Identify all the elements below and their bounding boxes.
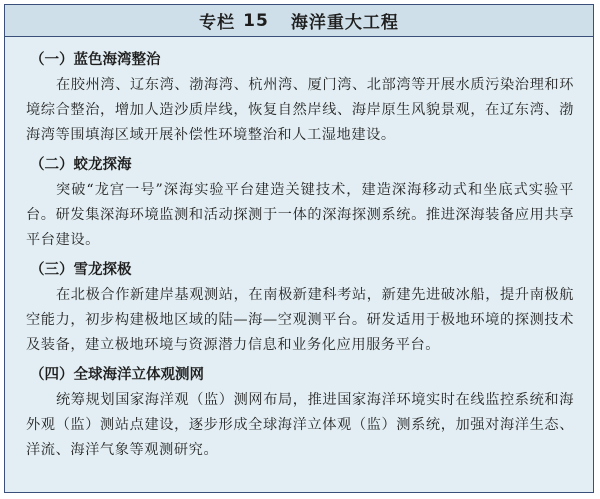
column-content: [26, 47, 574, 467]
section-body-2: 突破“龙宫一号”深海实验平台建造关键技术，建造深海移动式和坐底式实验平台。研发集深海环境监测和活动探测于一体的深海探测系统。推进深海装备应用共享平台建设。: [26, 182, 574, 248]
section-heading-3: （三）雪龙探极: [30, 262, 132, 278]
section-body-3: 在北极合作新建岸基观测站，在南极新建科考站，新建先进破冰船，提升南极航空能力，初步构建极地区域的陆—海—空观测平台。研发适用于极地环境的探测技术及装备，建立极地环境与资源潜力信息和业务化应用服务平台。: [26, 287, 574, 353]
column-box: [4, 4, 594, 493]
section-heading-4: （四）全球海洋立体观测网: [30, 367, 204, 383]
section-body-1: 在胶州湾、辽东湾、渤海湾、杭州湾、厦门湾、北部湾等开展水质污染治理和环境综合整治，增加人造沙质岸线，恢复自然岸线、海岸原生风貌景观，在辽东湾、渤海湾等围填海区域开展补偿性环境整治和人工湿地建设。: [26, 77, 574, 143]
column-title-text: 海洋重大工程: [290, 13, 399, 33]
column-title-number: 15: [243, 10, 269, 31]
column-title: [5, 5, 593, 37]
column-title-prefix: 专栏: [199, 13, 236, 33]
section-heading-1: （一）蓝色海湾整治: [30, 52, 161, 68]
section-body-4: 统筹规划国家海洋观（监）测网布局，推进国家海洋环境实时在线监控系统和海外观（监）测站点建设，逐步形成全球海洋立体观（监）测系统，加强对海洋生态、洋流、海洋气象等观测研究。: [26, 392, 574, 458]
section-heading-2: （二）蛟龙探海: [30, 157, 132, 173]
